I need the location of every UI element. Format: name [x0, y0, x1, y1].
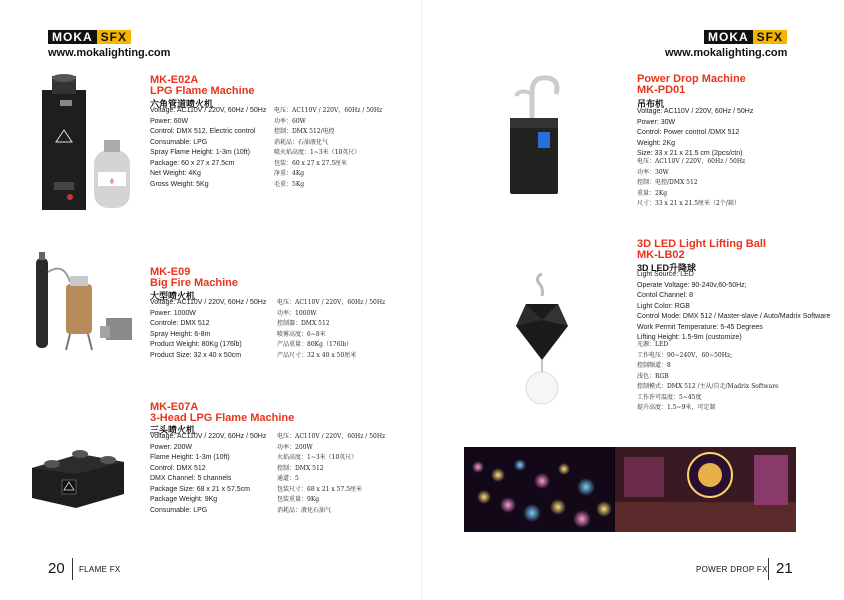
spec-item-cn: 包装尺寸：68 x 21 x 57.5厘米: [277, 485, 363, 493]
spec-item-cn: 电压：AC110V / 220V，60Hz / 50Hz: [637, 158, 746, 165]
brand-url: www.mokalighting.com: [665, 47, 788, 59]
spec-item-cn: 控制：DMX 512/电控: [274, 128, 335, 135]
spec-item: Lifting Height: 1.5-9m (customize): [637, 334, 742, 341]
specs-cn-list: [637, 157, 745, 210]
spec-item: Spray Height: 6-8m: [150, 330, 211, 338]
spec-item: Control: Power control /DMX 512: [637, 129, 740, 136]
spec-item: Gross Weight: 5Kg: [150, 180, 209, 188]
spec-item: Size: 33 x 21 x 21.5 cm (2pcs/ctn): [637, 150, 743, 157]
spec-item: Weight: 2Kg: [637, 139, 676, 147]
spec-item: Control: DMX 512: [150, 464, 206, 472]
spec-item-cn: 消耗品：液化石油气: [277, 506, 332, 514]
specs-en-list: [150, 298, 266, 361]
spec-item-cn: 净重：4Kg: [274, 170, 305, 177]
spec-item: Consumable: LPG: [150, 138, 208, 146]
spec-item-cn: 功率：1000W: [277, 309, 317, 317]
product-model: MK-E09: [150, 266, 191, 278]
product-cn-title: 六角管道喷火机: [150, 99, 214, 109]
specs-en-list: [637, 107, 753, 160]
spec-item: Light Source: LED: [637, 271, 694, 278]
spec-item: Voltage: AC110V / 220V, 60Hz / 50Hz: [150, 107, 267, 114]
spec-item-cn: 工作许可温度：5~45度: [637, 393, 702, 401]
spec-item: Power: 200W: [150, 443, 193, 451]
spec-item: Consumable: LPG: [150, 506, 208, 514]
spec-item-cn: 功率：200W: [277, 443, 313, 451]
product-title: 3-Head LPG Flame Machine: [150, 412, 295, 424]
spec-item-cn: 重量：2Kg: [637, 189, 668, 197]
led-lifting-ball-photo: [508, 270, 578, 410]
page-gutter: [421, 0, 422, 600]
spec-item-cn: 包装：60 x 27 x 27.5厘米: [274, 159, 348, 167]
spec-item: Control: DMX 512, Electric control: [150, 128, 256, 135]
spec-item-cn: 电压：AC110V / 220V，60Hz / 50Hz: [277, 433, 386, 440]
product-model: MK-E07A: [150, 401, 199, 413]
product-cn-title: 三头喷火机: [150, 425, 196, 435]
spec-item-cn: 包装重量：9Kg: [277, 496, 320, 503]
spec-item: Product Size: 32 x 40 x 50cm: [150, 351, 242, 359]
spec-item-cn: 尺寸：33 x 21 x 21.5厘米（2个/箱）: [637, 200, 740, 207]
spec-item: Voltage: AC110V / 220V, 60Hz / 50Hz: [150, 299, 267, 306]
product-model: MK-E02A: [150, 74, 199, 86]
spec-item: Work Permit Temperature: 5-45 Degrees: [637, 323, 763, 331]
spec-item-cn: 功率：30W: [637, 168, 669, 176]
product-title: Power Drop Machine: [637, 73, 746, 85]
spec-item-cn: 控制：电控/DMX 512: [637, 179, 698, 186]
spec-item: Voltage: AC110V / 220V, 60Hz / 50Hz: [150, 433, 267, 440]
spec-item-cn: 浅色：RGB: [637, 372, 669, 380]
spec-item-cn: 毛重：5Kg: [274, 180, 305, 188]
spec-item: Net Weight: 4Kg: [150, 170, 201, 177]
spec-item-cn: 喷雾高度：6~8米: [277, 330, 326, 338]
spec-item-cn: 控制器：DMX 512: [277, 320, 330, 327]
installation-photos-graphic: [464, 447, 796, 532]
spec-item: Operate Voltage: 90-240v,60-50Hz;: [637, 281, 747, 289]
product-model: MK-LB02: [637, 249, 685, 261]
brand-logo: [48, 30, 131, 44]
spec-item-cn: 提升高度：1.5~9米，可定制: [637, 404, 716, 411]
spec-item: Contol Channel: 8: [637, 292, 694, 299]
logo-sfx: SFX: [97, 30, 131, 44]
specs-en-list: [637, 270, 830, 344]
spec-item: Product Weight: 80Kg (176lb): [150, 341, 242, 348]
spec-item: Control Mode: DMX 512 / Master-slave / Auto/Madrix Software: [637, 313, 831, 320]
spec-item-cn: 产品尺寸：32 x 40 x 50厘米: [277, 351, 357, 359]
spec-item-cn: 喷火焰高度：1~3米（10英尺）: [274, 149, 361, 156]
spec-item-cn: 消耗品：石油液化气: [274, 138, 329, 146]
spec-item: Power: 1000W: [150, 309, 196, 317]
spec-item-cn: 电压：AC110V / 220V，60Hz / 50Hz: [277, 299, 386, 306]
specs-en-list: [150, 432, 266, 516]
brand-url: www.mokalighting.com: [48, 47, 171, 59]
product-title: LPG Flame Machine: [150, 85, 255, 97]
spec-item-cn: 控制频道：8: [637, 362, 671, 369]
footer-divider: [768, 558, 769, 580]
logo-sfx: SFX: [753, 30, 787, 44]
section-label: FLAME FX: [79, 565, 121, 574]
spec-item: Spray Flame Height: 1-3m (10ft): [150, 149, 250, 156]
spec-item-cn: 通道：5: [277, 475, 299, 482]
logo-moka: MOKA: [48, 30, 97, 44]
spec-item-cn: 控制模式：DMX 512 /主从/自走/Madrix Software: [637, 383, 779, 390]
spec-item: Package Weight: 9Kg: [150, 496, 218, 503]
specs-cn-list: [637, 340, 779, 414]
spec-item: Power: 60W: [150, 117, 189, 125]
lpg-flame-machine-photo: [34, 72, 144, 212]
spec-item: Package Size: 68 x 21 x 57.5cm: [150, 485, 250, 493]
specs-cn-list: [277, 432, 385, 516]
specs-cn-list: [277, 298, 385, 361]
svg-text:ɸ: ɸ: [110, 178, 114, 185]
logo-moka: MOKA: [704, 30, 753, 44]
spec-item: Flame Height: 1-3m (10ft): [150, 454, 230, 461]
product-title: Big Fire Machine: [150, 277, 239, 289]
installation-photos: [464, 447, 796, 532]
spec-item-cn: 控制：DMX 512: [277, 464, 324, 472]
product-title: 3D LED Light Lifting Ball: [637, 238, 766, 250]
spec-item-cn: 工作电压：90~240V，60~50Hz;: [637, 351, 733, 359]
spec-item-cn: 火焰高度：1~3米（10英尺）: [277, 454, 358, 461]
spec-item: Voltage: AC110V / 220V, 60Hz / 50Hz: [637, 108, 754, 115]
page-number: 20: [48, 560, 65, 577]
spec-item: Package: 60 x 27 x 27.5cm: [150, 159, 235, 167]
product-cn-title: 吊布机: [637, 99, 665, 109]
power-drop-machine-photo: [496, 72, 576, 202]
specs-cn-list: [274, 106, 382, 190]
product-cn-title: 大型喷火机: [150, 291, 196, 301]
spec-item: DMX Channel: 5 channels: [150, 475, 232, 482]
spec-item-cn: 功率：60W: [274, 117, 306, 125]
big-fire-machine-photo: [30, 252, 140, 352]
specs-en-list: [150, 106, 266, 190]
product-model: MK-PD01: [637, 84, 686, 96]
spec-item: Power: 30W: [637, 118, 676, 126]
spec-item: Light Color: RGB: [637, 302, 690, 310]
spec-item-cn: 产品重量：80Kg（176lb）: [277, 341, 353, 348]
brand-logo: [704, 30, 787, 44]
spec-item-cn: 电压：AC110V / 220V，60Hz / 50Hz: [274, 107, 383, 114]
section-label: POWER DROP FX: [696, 565, 768, 574]
spec-item: Controle: DMX 512: [150, 320, 210, 327]
spec-item-cn: 光源：LED: [637, 341, 669, 348]
product-cn-title: 3D LED升降球: [637, 263, 697, 273]
three-head-flame-machine-photo: [24, 424, 134, 514]
page-number: 21: [776, 560, 793, 577]
footer-divider: [72, 558, 73, 580]
